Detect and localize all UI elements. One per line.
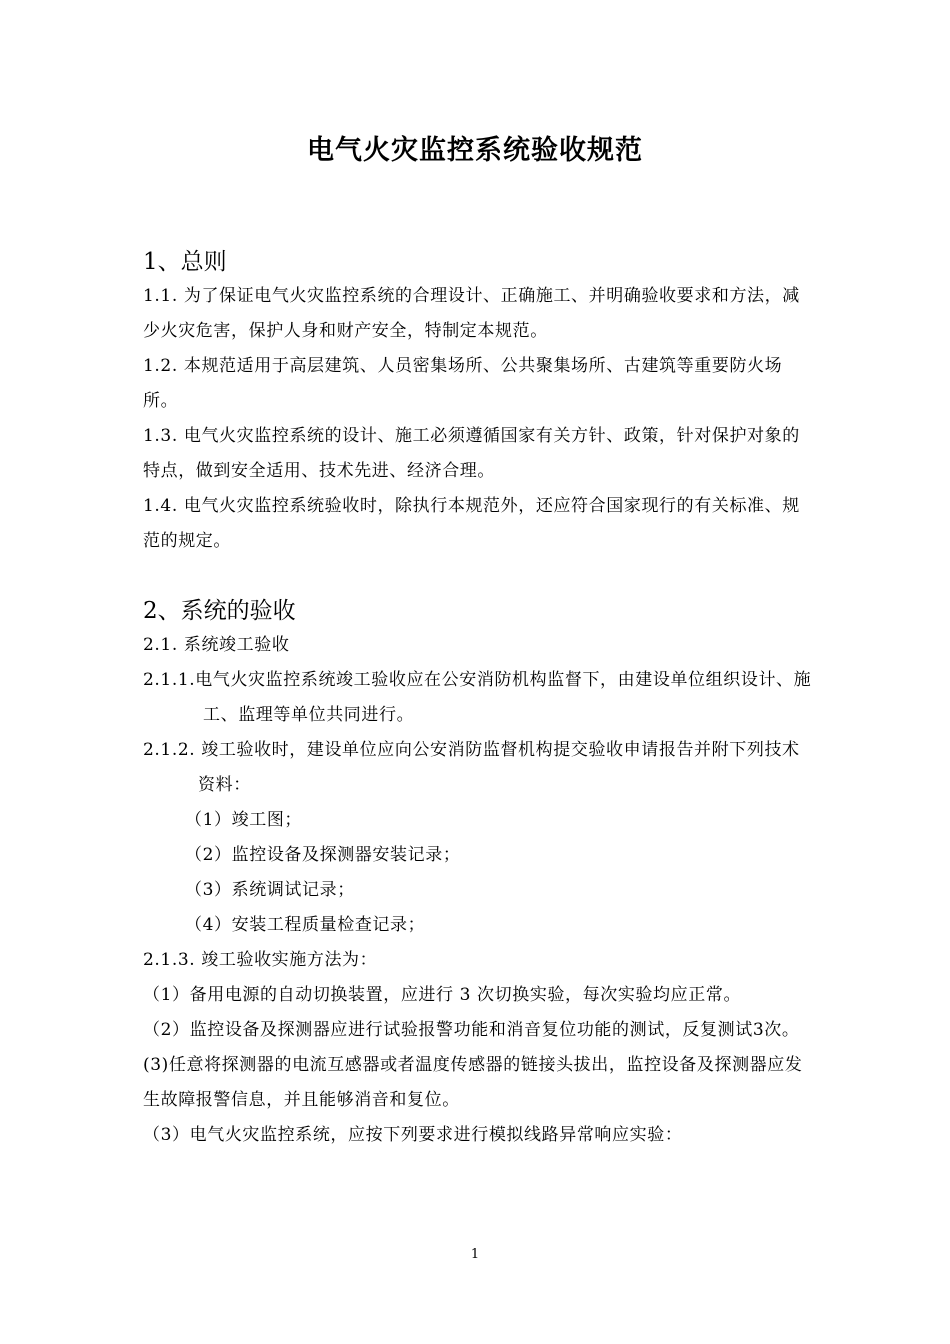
material-item: （1）竣工图； bbox=[185, 810, 303, 830]
section-heading-general: 1、总则 bbox=[143, 249, 227, 275]
material-item: （2）监控设备及探测器安装记录； bbox=[185, 845, 461, 865]
subheading-2-1: 2.1. 系统竣工验收 bbox=[143, 635, 290, 655]
method-item: (3)任意将探测器的电流互感器或者温度传感器的链接头拔出，监控设备及探测器应发生故障报警信息，并且能够消音和复位。 bbox=[143, 1055, 803, 1110]
paragraph-2-1-2: 2.1.2. 竣工验收时，建设单位应向公安消防监督机构提交验收申请报告并附下列技术资料： bbox=[143, 740, 800, 795]
paragraph-1-2: 1.2. 本规范适用于高层建筑、人员密集场所、公共聚集场所、古建筑等重要防火场所。 bbox=[143, 356, 783, 411]
section-heading-acceptance: 2、系统的验收 bbox=[143, 598, 296, 624]
material-item: （3）系统调试记录； bbox=[185, 880, 355, 900]
paragraph-2-1-3: 2.1.3. 竣工验收实施方法为： bbox=[143, 950, 378, 970]
page-number: 1 bbox=[470, 1247, 480, 1262]
document-body bbox=[143, 245, 813, 1153]
paragraph-1-3: 1.3. 电气火灾监控系统的设计、施工必须遵循国家有关方针、政策，针对保护对象的特点，做到安全适用、技术先进、经济合理。 bbox=[143, 426, 800, 481]
document-title: 电气火灾监控系统验收规范 bbox=[307, 135, 643, 166]
paragraph-1-4: 1.4. 电气火灾监控系统验收时，除执行本规范外，还应符合国家现行的有关标准、规范的规定。 bbox=[143, 496, 800, 551]
paragraph-2-1-1: 2.1.1.电气火灾监控系统竣工验收应在公安消防机构监督下，由建设单位组织设计、施工、监理等单位共同进行。 bbox=[143, 670, 812, 725]
material-item: （4）安装工程质量检查记录； bbox=[185, 915, 426, 935]
method-item: （1）备用电源的自动切换装置，应进行 3 次切换实验，每次实验均应正常。 bbox=[143, 985, 742, 1005]
paragraph-1-1: 1.1. 为了保证电气火灾监控系统的合理设计、正确施工、并明确验收要求和方法，减少火灾危害，保护人身和财产安全，特制定本规范。 bbox=[143, 286, 800, 341]
method-item: （3）电气火灾监控系统，应按下列要求进行模拟线路异常响应实验： bbox=[143, 1125, 683, 1145]
method-item: （2）监控设备及探测器应进行试验报警功能和消音复位功能的测试，反复测试3次。 bbox=[143, 1020, 800, 1040]
